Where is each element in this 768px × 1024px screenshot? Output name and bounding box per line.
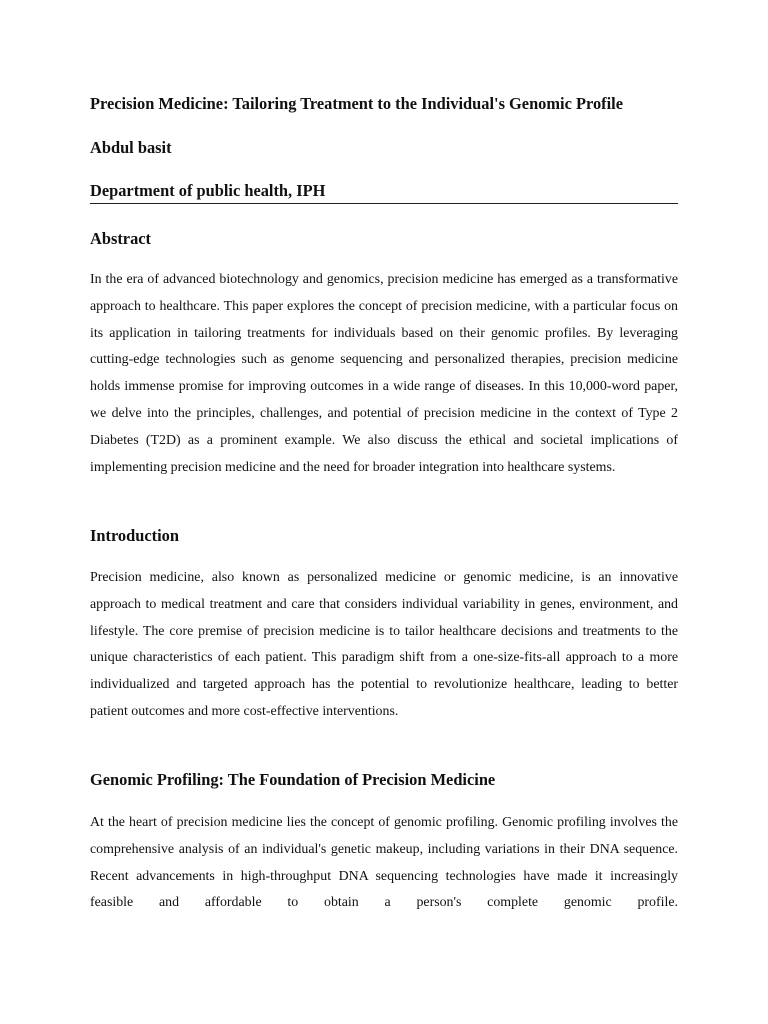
author-affiliation: Department of public health, IPH <box>90 180 678 204</box>
abstract-paragraph: In the era of advanced biotechnology and genomics, precision medicine has emerged as a transformative approach to healthcare. This paper explores the concept of precision medicine, with a particular focus on its application in tailoring treatments for individuals based on their genomic profiles. By leveraging cutting-edge technologies such as genome sequencing and personalized therapies, precision medicine holds immense promise for improving outcomes in a wide range of diseases. In this 10,000-word paper, we delve into the principles, challenges, and potential of precision medicine in the context of Type 2 Diabetes (T2D) as a prominent example. We also discuss the ethical and societal implications of implementing precision medicine and the need for broader integration into healthcare systems. <box>90 272 678 475</box>
abstract-heading: Abstract <box>90 229 151 248</box>
genomic-profiling-heading: Genomic Profiling: The Foundation of Precision Medicine <box>90 770 496 789</box>
introduction-paragraph: Precision medicine, also known as personalized medicine or genomic medicine, is an innovative approach to medical treatment and care that considers individual variability in genes, environment, and lifestyle. The core premise of precision medicine is to tailor healthcare decisions and treatments to the unique characteristics of each patient. This paradigm shift from a one-size-fits-all approach to a more individualized and targeted approach has the potential to revolutionize healthcare, leading to better patient outcomes and more cost-effective interventions. <box>90 570 678 719</box>
genomic-profiling-paragraph: At the heart of precision medicine lies the concept of genomic profiling. Genomic profiling involves the comprehensive analysis of an individual's genetic makeup, including variations in their DNA sequence. Recent advancements in high-throughput DNA sequencing technologies have made it increasingly feasible and affordable to obtain a person's complete genomic profile. <box>90 815 678 911</box>
paper-title: Precision Medicine: Tailoring Treatment to the Individual's Genomic Profile <box>90 94 623 113</box>
introduction-heading: Introduction <box>90 526 179 545</box>
author-name: Abdul basit <box>90 138 172 157</box>
